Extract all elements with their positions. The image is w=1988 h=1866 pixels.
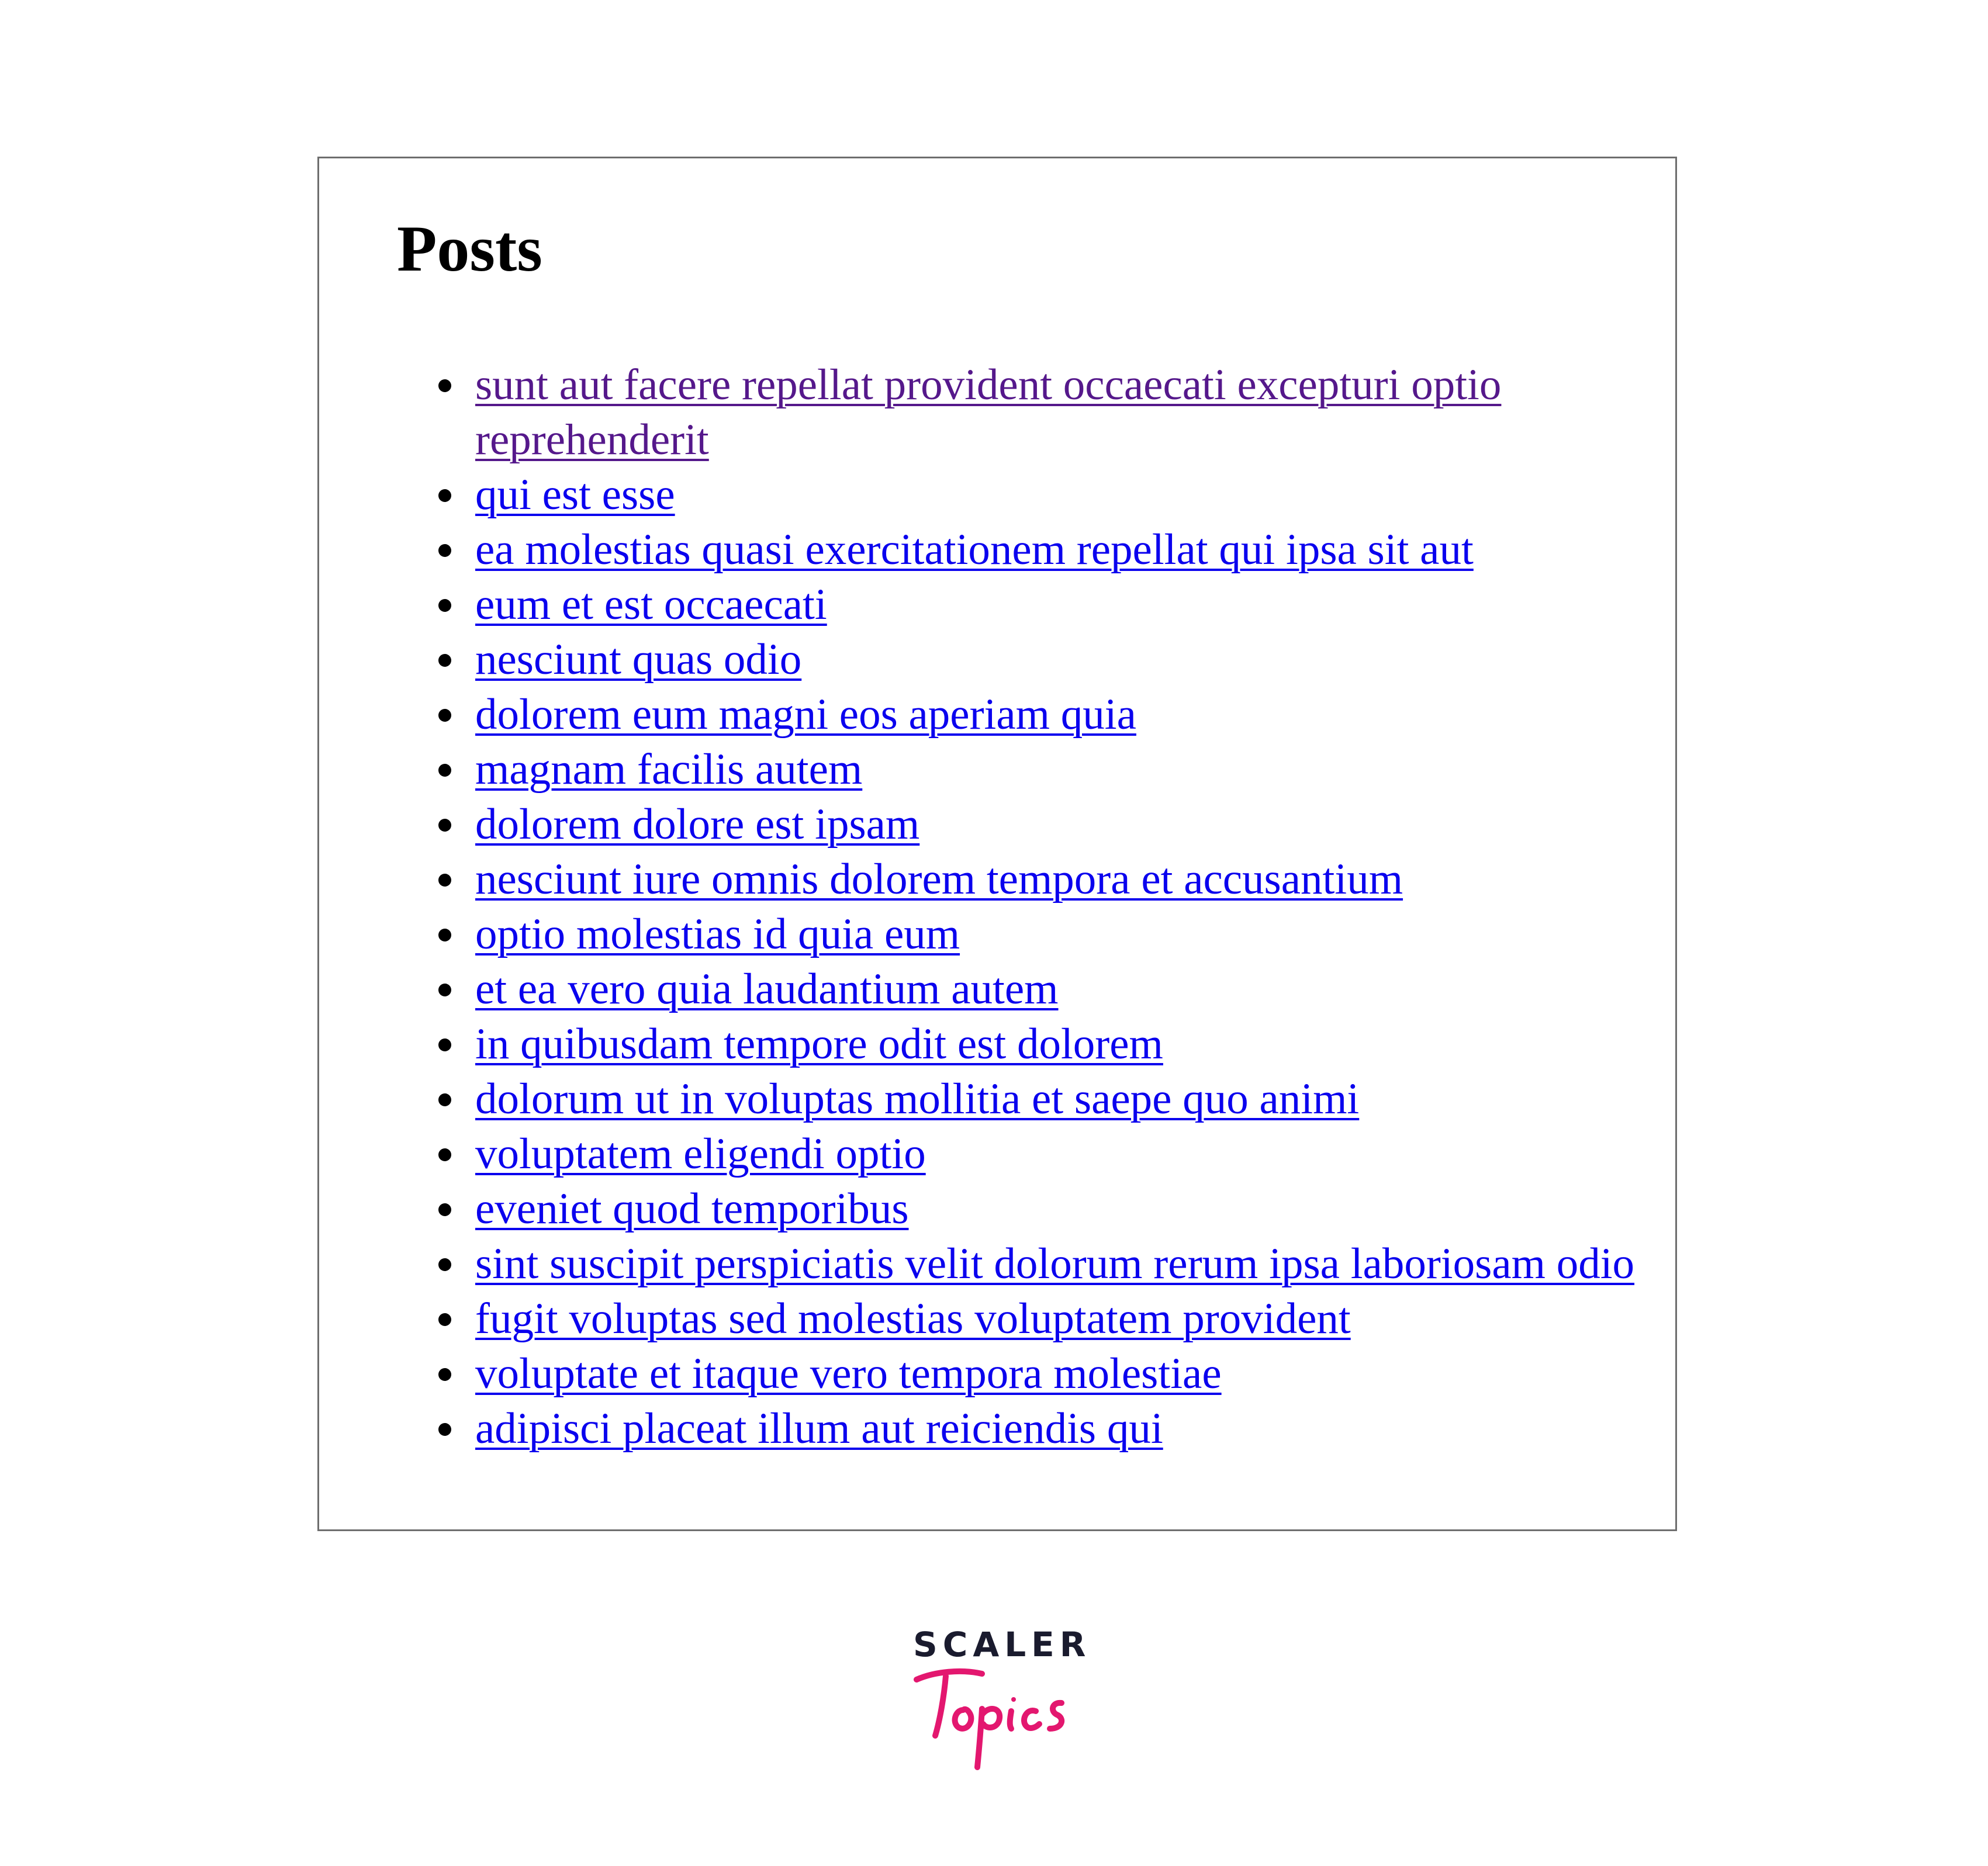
list-item: [475, 468, 1668, 522]
post-link[interactable]: et ea vero quia laudantium autem: [475, 965, 1059, 1013]
list-item: [475, 1292, 1668, 1346]
bullet-icon: [438, 599, 451, 612]
bullet-icon: [438, 1093, 451, 1106]
bullet-icon: [438, 1203, 451, 1216]
bullet-icon: [438, 489, 451, 502]
post-link[interactable]: dolorum ut in voluptas mollitia et saepe quo animi: [475, 1075, 1360, 1123]
list-item: [475, 358, 1668, 468]
bullet-icon: [438, 874, 451, 887]
list-item: [475, 907, 1668, 962]
post-link[interactable]: ea molestias quasi exercitationem repellat qui ipsa sit aut: [475, 525, 1474, 574]
list-item: [475, 852, 1668, 907]
list-item: [475, 687, 1668, 742]
bullet-icon: [438, 1313, 451, 1326]
bullet-icon: [438, 1368, 451, 1381]
list-item: [475, 522, 1668, 577]
post-link[interactable]: qui est esse: [475, 470, 675, 519]
bullet-icon: [438, 1423, 451, 1436]
post-link[interactable]: nesciunt iure omnis dolorem tempora et accusantium: [475, 855, 1403, 903]
list-item: [475, 1346, 1668, 1401]
post-link[interactable]: eveniet quod temporibus: [475, 1185, 909, 1233]
list-item: [475, 577, 1668, 632]
list-item: [475, 1072, 1668, 1127]
list-item: [475, 1237, 1668, 1292]
list-item: [475, 632, 1668, 687]
bullet-icon: [438, 819, 451, 832]
post-link[interactable]: adipisci placeat illum aut reiciendis qui: [475, 1404, 1163, 1453]
list-item: [475, 962, 1668, 1017]
bullet-icon: [438, 1148, 451, 1161]
logo-script-icon: [912, 1664, 1099, 1775]
bullet-icon: [438, 379, 451, 392]
bullet-icon: [438, 654, 451, 667]
bullet-icon: [438, 929, 451, 941]
posts-list: [475, 358, 1668, 1456]
bullet-icon: [438, 984, 451, 996]
bullet-icon: [438, 709, 451, 722]
list-item: [475, 797, 1668, 852]
list-item: [475, 1017, 1668, 1072]
post-link[interactable]: eum et est occaecati: [475, 580, 827, 629]
bullet-icon: [438, 1258, 451, 1271]
page-title: Posts: [397, 213, 542, 285]
post-link[interactable]: sunt aut facere repellat provident occaecati excepturi optio reprehenderit: [475, 361, 1502, 464]
post-link[interactable]: voluptatem eligendi optio: [475, 1130, 926, 1178]
logo-wordmark: SCALER: [913, 1625, 1091, 1664]
post-link[interactable]: nesciunt quas odio: [475, 635, 802, 684]
list-item: [475, 1401, 1668, 1456]
posts-panel: [317, 157, 1677, 1531]
bullet-icon: [438, 1038, 451, 1051]
post-link[interactable]: optio molestias id quia eum: [475, 910, 960, 958]
post-link[interactable]: in quibusdam tempore odit est dolorem: [475, 1020, 1163, 1068]
bullet-icon: [438, 764, 451, 777]
post-link[interactable]: magnam facilis autem: [475, 745, 863, 794]
post-link[interactable]: dolorem eum magni eos aperiam quia: [475, 690, 1136, 739]
bullet-icon: [438, 544, 451, 557]
post-link[interactable]: voluptate et itaque vero tempora molestiae: [475, 1349, 1222, 1398]
list-item: [475, 1127, 1668, 1182]
scaler-topics-logo: [912, 1625, 1099, 1777]
list-item: [475, 1182, 1668, 1237]
post-link[interactable]: sint suscipit perspiciatis velit dolorum rerum ipsa laboriosam odio: [475, 1240, 1635, 1288]
post-link[interactable]: fugit voluptas sed molestias voluptatem provident: [475, 1294, 1351, 1343]
list-item: [475, 742, 1668, 797]
post-link[interactable]: dolorem dolore est ipsam: [475, 800, 920, 849]
